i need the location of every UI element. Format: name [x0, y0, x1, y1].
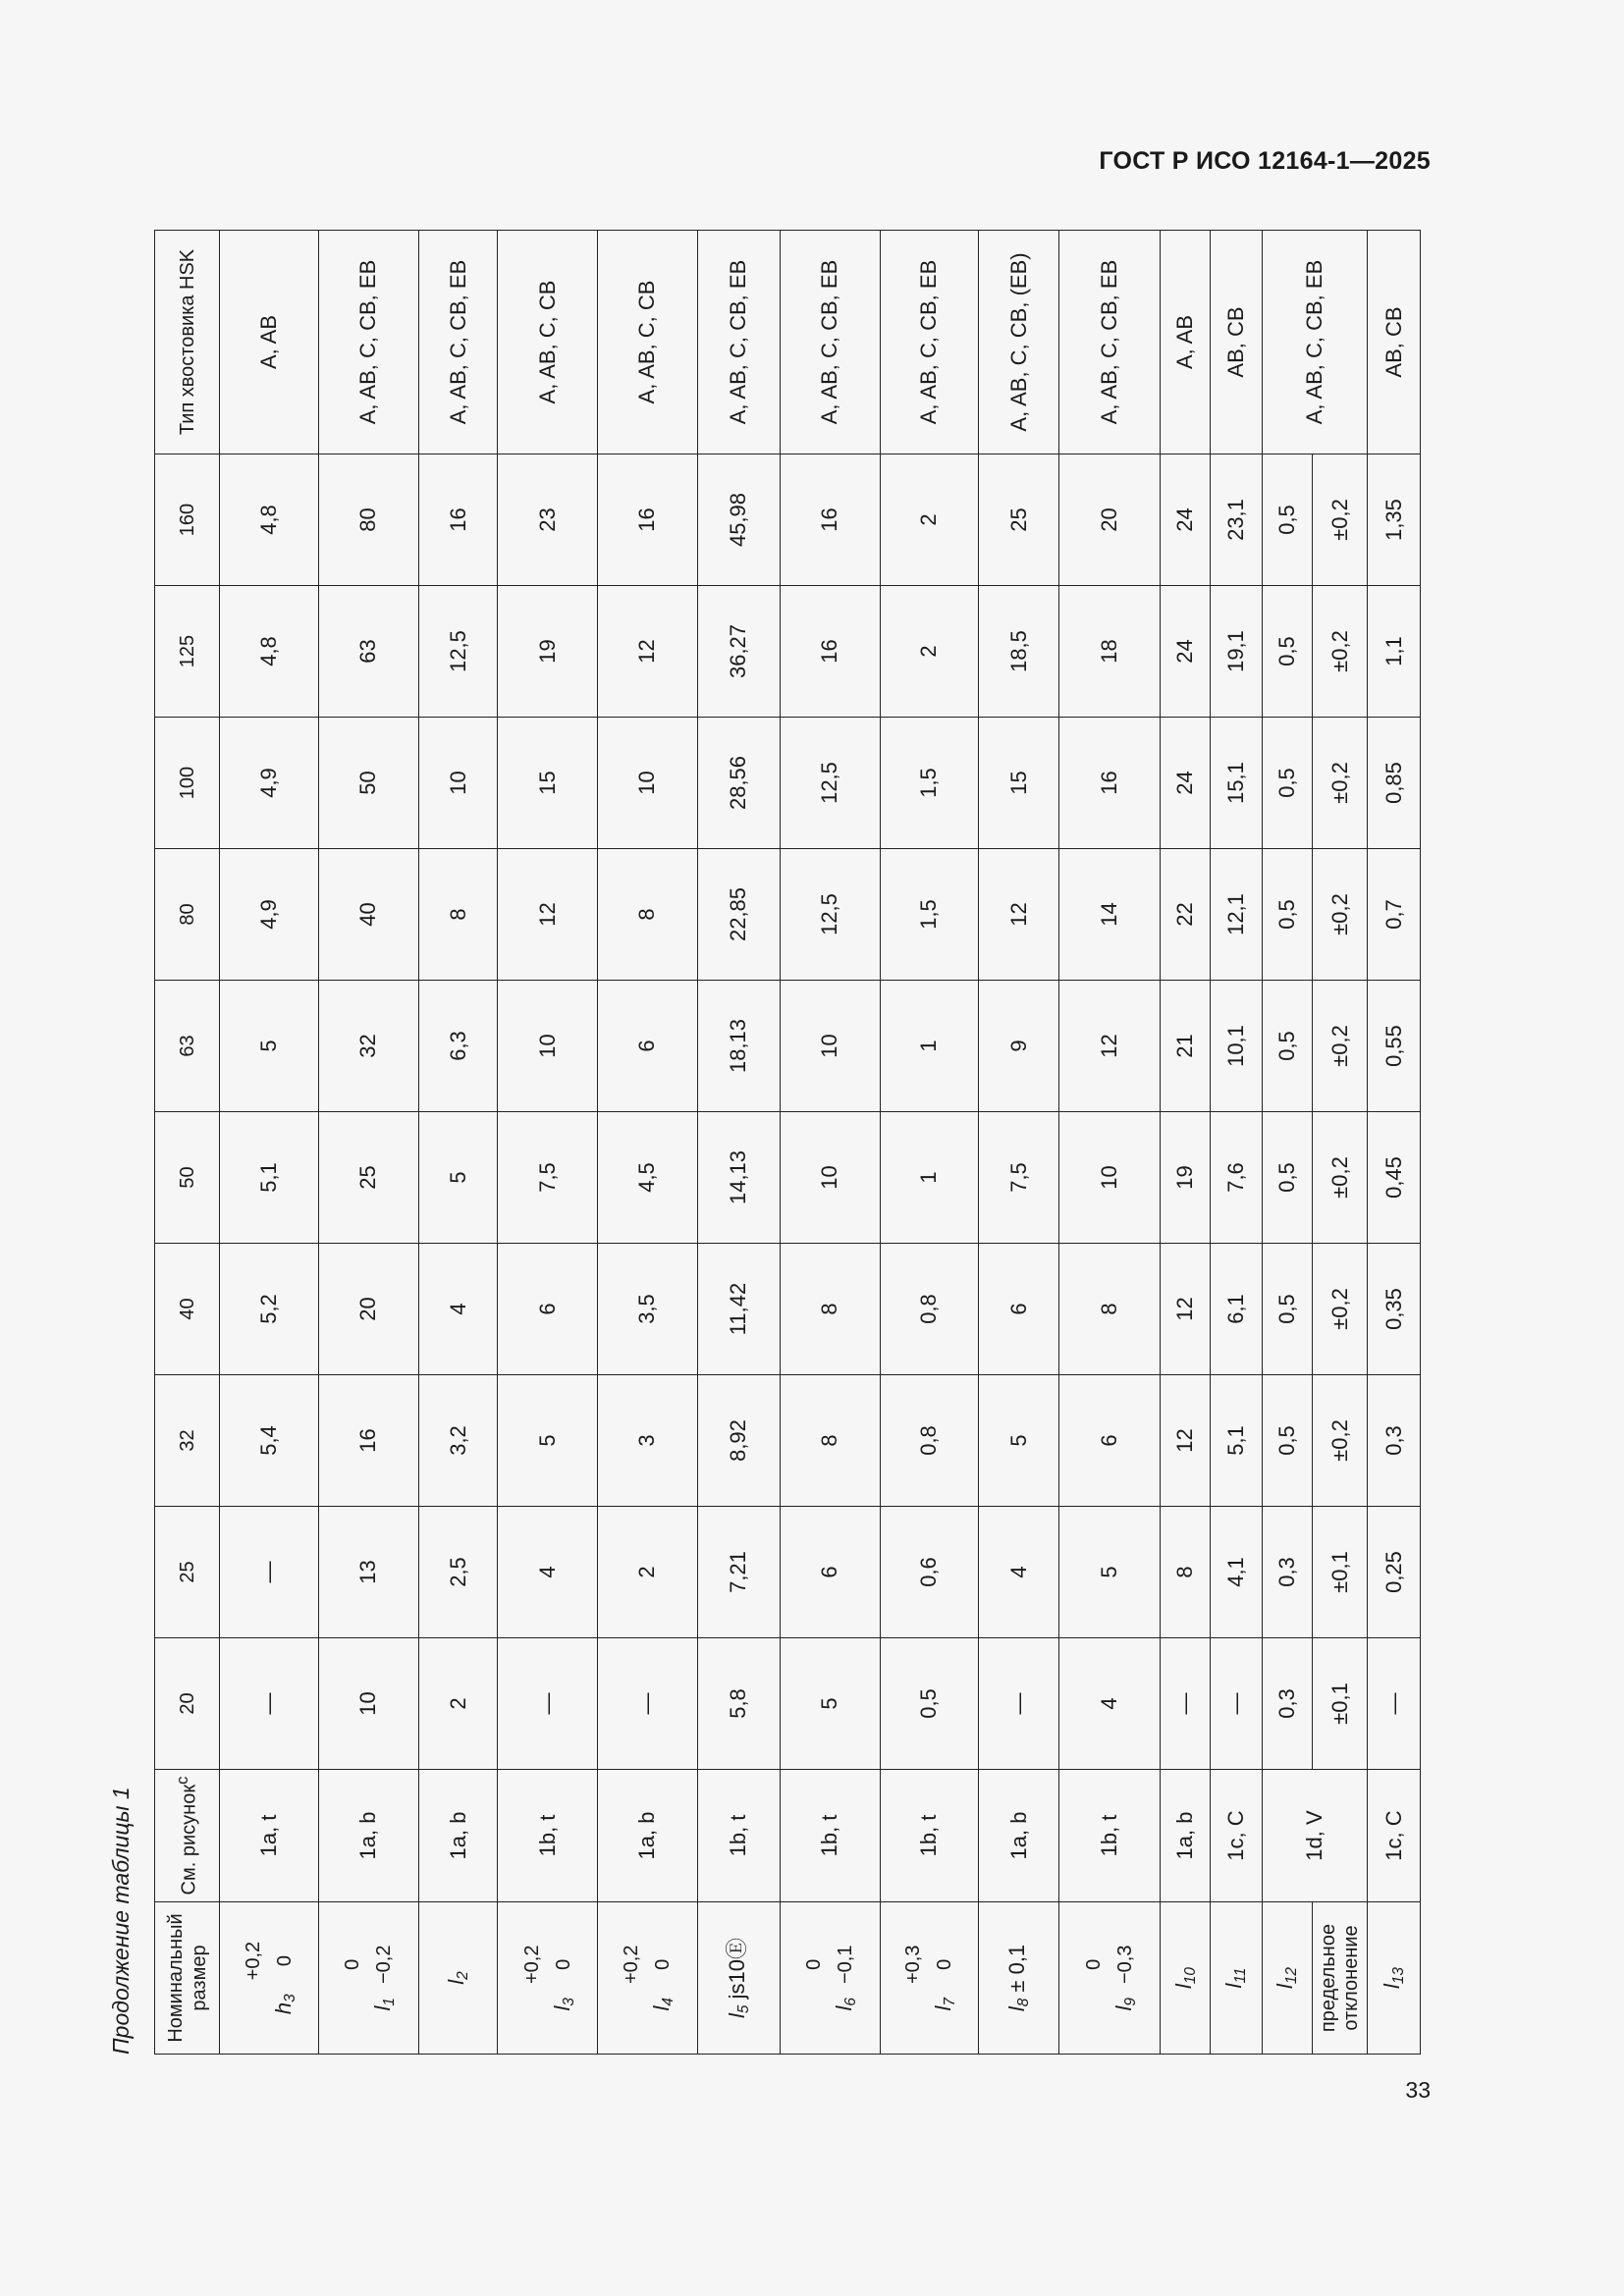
value-cell: 0,45: [1368, 1112, 1421, 1244]
tolerance-value: −0,3: [1114, 1945, 1137, 1985]
value-cell: 8: [1161, 1507, 1211, 1638]
value-cell: 23,1: [1211, 454, 1262, 586]
see-figure-cell: 1c, C: [1211, 1770, 1262, 1902]
value-cell: 12,5: [780, 849, 880, 981]
value-cell: 6: [498, 1244, 598, 1375]
value-cell: 0,5: [1262, 454, 1312, 586]
dimension-subscript: 13: [1389, 1967, 1407, 1985]
value-cell: 5,8: [697, 1638, 780, 1770]
value-cell: 4,8: [220, 454, 319, 586]
see-figure-cell: 1d, V: [1262, 1770, 1368, 1902]
dimension-symbol-cell: [598, 1902, 698, 2055]
dimension-symbol: l: [370, 2005, 396, 2011]
deviation-cell: ±0,2: [1313, 1112, 1368, 1244]
value-cell: 0,5: [880, 1638, 979, 1770]
value-cell: 10: [780, 981, 880, 1112]
dimension-symbol-cell: [419, 1902, 498, 2055]
table-row: [1368, 231, 1421, 2055]
see-figure-cell: 1b, t: [1059, 1770, 1161, 1902]
value-cell: —: [1211, 1638, 1262, 1770]
shank-type-cell: A, AB: [220, 231, 319, 454]
value-cell: 23: [498, 454, 598, 586]
value-cell: 4: [419, 1244, 498, 1375]
value-cell: —: [979, 1638, 1059, 1770]
value-cell: 2: [598, 1507, 698, 1638]
value-cell: 4,1: [1211, 1507, 1262, 1638]
dimension-subscript: 3: [281, 1994, 298, 2002]
value-cell: 20: [1059, 454, 1161, 586]
value-cell: 5: [220, 981, 319, 1112]
dimension-tolerance: [516, 1946, 579, 1984]
value-cell: 0,8: [880, 1375, 979, 1507]
header-size: 40: [155, 1244, 220, 1375]
value-cell: 0,5: [1262, 718, 1312, 849]
value-cell: 16: [419, 454, 498, 586]
tolerance-value: 0: [1083, 1958, 1106, 1970]
deviation-cell: ±0,2: [1313, 586, 1368, 718]
dimensions-table: [154, 230, 1421, 2055]
table-row: [498, 231, 598, 2055]
tolerance-value: +0,3: [902, 1945, 925, 1985]
tolerance-value: 0: [803, 1958, 826, 1970]
shank-type-cell: A, AB, C, CB, EB: [780, 231, 880, 454]
dimension-symbol-cell: [1368, 1902, 1421, 2055]
value-cell: 8: [1059, 1244, 1161, 1375]
see-figure-cell: 1a, b: [598, 1770, 698, 1902]
value-cell: 12,5: [780, 718, 880, 849]
value-cell: 15: [979, 718, 1059, 849]
shank-type-cell: A, AB, C, CB, EB: [318, 231, 419, 454]
value-cell: 10,1: [1211, 981, 1262, 1112]
value-cell: 6: [1059, 1375, 1161, 1507]
deviation-cell: ±0,2: [1313, 718, 1368, 849]
value-cell: 10: [780, 1112, 880, 1244]
document-header: ГОСТ Р ИСО 12164-1—2025: [1099, 147, 1431, 175]
dimension-symbol-cell: [1262, 1902, 1312, 2055]
value-cell: 13: [318, 1507, 419, 1638]
value-cell: 63: [318, 586, 419, 718]
dimension-tolerance-text: ± 0,1: [1004, 1944, 1030, 1999]
dimension-symbol-cell: [979, 1902, 1059, 2055]
tolerance-value: +0,2: [520, 1945, 543, 1985]
dimension-tolerance: [337, 1946, 400, 1984]
value-cell: 1: [880, 1112, 979, 1244]
table-row: [780, 231, 880, 2055]
value-cell: 0,5: [1262, 981, 1312, 1112]
value-cell: 15: [498, 718, 598, 849]
value-cell: 12: [979, 849, 1059, 981]
value-cell: 5: [979, 1375, 1059, 1507]
dimension-subscript: 4: [660, 1998, 677, 2006]
value-cell: 0,3: [1262, 1638, 1312, 1770]
value-cell: 10: [498, 981, 598, 1112]
header-size: 100: [155, 718, 220, 849]
value-cell: —: [1368, 1638, 1421, 1770]
value-cell: 3,2: [419, 1375, 498, 1507]
shank-type-cell: A, AB, C, CB, EB: [419, 231, 498, 454]
value-cell: 0,3: [1262, 1507, 1312, 1638]
dimension-subscript: 9: [1122, 1998, 1139, 2006]
value-cell: 7,21: [697, 1507, 780, 1638]
value-cell: 18,13: [697, 981, 780, 1112]
header-size: 80: [155, 849, 220, 981]
value-cell: 22,85: [697, 849, 780, 981]
value-cell: 5: [1059, 1507, 1161, 1638]
value-cell: 14: [1059, 849, 1161, 981]
value-cell: 15,1: [1211, 718, 1262, 849]
header-size: 63: [155, 981, 220, 1112]
value-cell: 3: [598, 1375, 698, 1507]
value-cell: 4: [979, 1507, 1059, 1638]
value-cell: 8: [780, 1375, 880, 1507]
value-cell: 45,98: [697, 454, 780, 586]
header-size: 125: [155, 586, 220, 718]
value-cell: 21: [1161, 981, 1211, 1112]
value-cell: 24: [1161, 454, 1211, 586]
table-row: [979, 231, 1059, 2055]
value-cell: 0,6: [880, 1507, 979, 1638]
value-cell: 8,92: [697, 1375, 780, 1507]
value-cell: 12: [1059, 981, 1161, 1112]
value-cell: 7,6: [1211, 1112, 1262, 1244]
table-row: [598, 231, 698, 2055]
value-cell: 10: [598, 718, 698, 849]
shank-type-cell: A, AB, C, CB, EB: [1262, 231, 1368, 454]
value-cell: 8: [598, 849, 698, 981]
header-size: 32: [155, 1375, 220, 1507]
value-cell: 2,5: [419, 1507, 498, 1638]
value-cell: 10: [419, 718, 498, 849]
value-cell: 2: [419, 1638, 498, 1770]
shank-type-cell: AB, CB: [1211, 231, 1262, 454]
value-cell: 0,3: [1368, 1375, 1421, 1507]
value-cell: 6: [979, 1244, 1059, 1375]
dimension-tolerance: [616, 1946, 678, 1984]
value-cell: 28,56: [697, 718, 780, 849]
value-cell: —: [220, 1638, 319, 1770]
dimension-subscript: 1: [381, 1998, 399, 2006]
value-cell: —: [220, 1507, 319, 1638]
value-cell: 1,5: [880, 849, 979, 981]
value-cell: 6: [598, 981, 698, 1112]
value-cell: 0,8: [880, 1244, 979, 1375]
value-cell: 4,9: [220, 718, 319, 849]
value-cell: 11,42: [697, 1244, 780, 1375]
header-size: 20: [155, 1638, 220, 1770]
see-figure-cell: 1a, b: [419, 1770, 498, 1902]
value-cell: 5,1: [1211, 1375, 1262, 1507]
value-cell: 0,5: [1262, 1112, 1312, 1244]
value-cell: 5,4: [220, 1375, 319, 1507]
dimension-symbol: l: [832, 2005, 857, 2011]
deviation-cell: ±0,1: [1313, 1507, 1368, 1638]
see-figure-cell: 1c, C: [1368, 1770, 1421, 1902]
dimension-symbol: l: [1272, 1984, 1298, 1990]
value-cell: 16: [1059, 718, 1161, 849]
value-cell: 12,1: [1211, 849, 1262, 981]
value-cell: 4,9: [220, 849, 319, 981]
deviation-cell: ±0,2: [1313, 454, 1368, 586]
see-figure-cell: 1b, t: [780, 1770, 880, 1902]
shank-type-cell: A, AB, C, CB: [598, 231, 698, 454]
header-see-figure: См. рисунок$^c$: [155, 1770, 220, 1902]
see-figure-cell: 1b, t: [697, 1770, 780, 1902]
table-container: [154, 231, 1421, 2055]
value-cell: —: [1161, 1638, 1211, 1770]
value-cell: 0,55: [1368, 981, 1421, 1112]
dimension-symbol: l: [931, 2005, 956, 2011]
value-cell: 4,5: [598, 1112, 698, 1244]
see-figure-cell: 1b, t: [880, 1770, 979, 1902]
deviation-label-cell: предельное отклонение: [1313, 1902, 1368, 2055]
header-shank-type: Тип хвостовика HSK: [155, 231, 220, 454]
value-cell: 12: [1161, 1375, 1211, 1507]
tolerance-value: 0: [552, 1958, 574, 1970]
envelope-mark: Ⓔ: [724, 1938, 749, 1960]
value-cell: 4,8: [220, 586, 319, 718]
value-cell: 0,7: [1368, 849, 1421, 981]
value-cell: 25: [318, 1112, 419, 1244]
value-cell: 1,1: [1368, 586, 1421, 718]
dimension-symbol-cell: [1161, 1902, 1211, 2055]
dimension-symbol: l: [1221, 1983, 1247, 1989]
value-cell: 12: [598, 586, 698, 718]
tolerance-value: −0,1: [835, 1945, 857, 1985]
deviation-cell: ±0,2: [1313, 981, 1368, 1112]
value-cell: 8: [780, 1244, 880, 1375]
value-cell: 0,5: [1262, 1375, 1312, 1507]
dimension-symbol-cell: [220, 1902, 319, 2055]
header-size: 50: [155, 1112, 220, 1244]
value-cell: 12: [1161, 1244, 1211, 1375]
value-cell: 6: [780, 1507, 880, 1638]
value-cell: 12: [498, 849, 598, 981]
value-cell: 14,13: [697, 1112, 780, 1244]
table-header-row: [155, 231, 220, 2055]
value-cell: 5,1: [220, 1112, 319, 1244]
value-cell: 0,5: [1262, 1244, 1312, 1375]
value-cell: —: [598, 1638, 698, 1770]
dimension-subscript: 7: [942, 1998, 959, 2006]
see-figure-cell: 1a, t: [220, 1770, 319, 1902]
value-cell: 1,35: [1368, 454, 1421, 586]
value-cell: 16: [780, 586, 880, 718]
value-cell: 0,25: [1368, 1507, 1421, 1638]
value-cell: 20: [318, 1244, 419, 1375]
value-cell: 6,3: [419, 981, 498, 1112]
value-cell: 0,5: [1262, 849, 1312, 981]
value-cell: 36,27: [697, 586, 780, 718]
table-row: [419, 231, 498, 2055]
dimension-tolerance: [238, 1942, 300, 1980]
value-cell: 6,1: [1211, 1244, 1262, 1375]
dimension-symbol: l: [444, 1979, 469, 1985]
value-cell: 7,5: [979, 1112, 1059, 1244]
dimension-symbol-cell: [697, 1902, 780, 2055]
dimension-subscript: 5: [734, 2004, 752, 2014]
dimension-symbol: l: [549, 2005, 574, 2011]
value-cell: 0,5: [1262, 586, 1312, 718]
dimension-symbol-cell: [498, 1902, 598, 2055]
dimension-symbol-cell: [780, 1902, 880, 2055]
dimension-subscript: 10: [1181, 1967, 1199, 1985]
see-figure-cell: 1a, b: [318, 1770, 419, 1902]
dimension-symbol-cell: [1059, 1902, 1161, 2055]
dimension-symbol-cell: [318, 1902, 419, 2055]
dimension-symbol: l: [724, 2013, 749, 2018]
dimension-symbol-cell: [1211, 1902, 1262, 2055]
value-cell: 50: [318, 718, 419, 849]
value-cell: 3,5: [598, 1244, 698, 1375]
deviation-cell: ±0,2: [1313, 849, 1368, 981]
dimension-symbol-cell: [880, 1902, 979, 2055]
page-number: 33: [1405, 2077, 1431, 2103]
shank-type-cell: A, AB: [1161, 231, 1211, 454]
deviation-cell: ±0,2: [1313, 1375, 1368, 1507]
dimension-subscript: 8: [1014, 1998, 1032, 2007]
tolerance-value: 0: [652, 1958, 675, 1970]
dimension-symbol: l: [1004, 2006, 1030, 2012]
table-row: [1262, 231, 1312, 2055]
shank-type-cell: A, AB, C, CB, EB: [880, 231, 979, 454]
deviation-cell: ±0,2: [1313, 1244, 1368, 1375]
shank-type-cell: AB, CB: [1368, 231, 1421, 454]
value-cell: 18: [1059, 586, 1161, 718]
header-size: 160: [155, 454, 220, 586]
value-cell: 22: [1161, 849, 1211, 981]
value-cell: 2: [880, 454, 979, 586]
dimension-tolerance: [897, 1946, 960, 1984]
tolerance-value: 0: [342, 1958, 364, 1970]
dimension-tolerance-text: js10: [724, 1959, 749, 2005]
header-nominal-size: Номинальный размер: [155, 1902, 220, 2055]
value-cell: 4: [498, 1507, 598, 1638]
table-row: [220, 231, 319, 2055]
value-cell: 5: [780, 1638, 880, 1770]
tolerance-value: −0,2: [373, 1945, 396, 1985]
value-cell: 32: [318, 981, 419, 1112]
dimension-subscript: 6: [842, 1998, 860, 2006]
value-cell: 40: [318, 849, 419, 981]
value-cell: 25: [979, 454, 1059, 586]
see-figure-cell: 1b, t: [498, 1770, 598, 1902]
value-cell: 16: [318, 1375, 419, 1507]
dimension-symbol: l: [1170, 1984, 1196, 1990]
header-note-mark: c: [173, 1776, 192, 1785]
value-cell: 8: [419, 849, 498, 981]
table-row: [880, 231, 979, 2055]
table-caption: Продолжение таблицы 1: [108, 1787, 134, 2055]
value-cell: 19: [498, 586, 598, 718]
tolerance-value: +0,2: [242, 1941, 264, 1981]
value-cell: 24: [1161, 586, 1211, 718]
value-cell: 7,5: [498, 1112, 598, 1244]
value-cell: 80: [318, 454, 419, 586]
value-cell: 16: [598, 454, 698, 586]
shank-type-cell: A, AB, C, CB, EB: [697, 231, 780, 454]
shank-type-cell: A, AB, C, CB: [498, 231, 598, 454]
tolerance-value: +0,2: [621, 1945, 643, 1985]
value-cell: 1,5: [880, 718, 979, 849]
value-cell: 19,1: [1211, 586, 1262, 718]
header-size: 25: [155, 1507, 220, 1638]
dimension-subscript: 12: [1283, 1967, 1301, 1985]
table-row: [697, 231, 780, 2055]
dimension-tolerance: [1078, 1946, 1141, 1984]
value-cell: 0,85: [1368, 718, 1421, 849]
dimension-symbol: l: [649, 2005, 675, 2011]
dimension-subscript: 3: [560, 1998, 577, 2006]
shank-type-cell: A, AB, C, CB, (EB): [979, 231, 1059, 454]
value-cell: 5: [498, 1375, 598, 1507]
value-cell: 18,5: [979, 586, 1059, 718]
value-cell: 10: [318, 1638, 419, 1770]
dimension-symbol: h: [270, 2002, 296, 2015]
tolerance-value: 0: [934, 1958, 956, 1970]
table-row: [318, 231, 419, 2055]
dimension-subscript: 2: [455, 1971, 472, 1980]
value-cell: 12,5: [419, 586, 498, 718]
value-cell: 5: [419, 1112, 498, 1244]
see-figure-cell: 1a, b: [1161, 1770, 1211, 1902]
dimension-tolerance: [798, 1946, 861, 1984]
value-cell: 19: [1161, 1112, 1211, 1244]
table-row: [1161, 231, 1211, 2055]
dimension-symbol: l: [1380, 1984, 1405, 1990]
tolerance-value: 0: [273, 1955, 296, 1967]
deviation-cell: ±0,1: [1313, 1638, 1368, 1770]
dimension-subscript: 11: [1232, 1967, 1250, 1984]
table-row: [1059, 231, 1161, 2055]
shank-type-cell: A, AB, C, CB, EB: [1059, 231, 1161, 454]
value-cell: 10: [1059, 1112, 1161, 1244]
value-cell: —: [498, 1638, 598, 1770]
value-cell: 9: [979, 981, 1059, 1112]
see-figure-cell: 1a, b: [979, 1770, 1059, 1902]
table-row: [1211, 231, 1262, 2055]
value-cell: 2: [880, 586, 979, 718]
value-cell: 4: [1059, 1638, 1161, 1770]
value-cell: 1: [880, 981, 979, 1112]
value-cell: 24: [1161, 718, 1211, 849]
dimension-symbol: l: [1111, 2005, 1137, 2011]
value-cell: 5,2: [220, 1244, 319, 1375]
value-cell: 0,35: [1368, 1244, 1421, 1375]
value-cell: 16: [780, 454, 880, 586]
